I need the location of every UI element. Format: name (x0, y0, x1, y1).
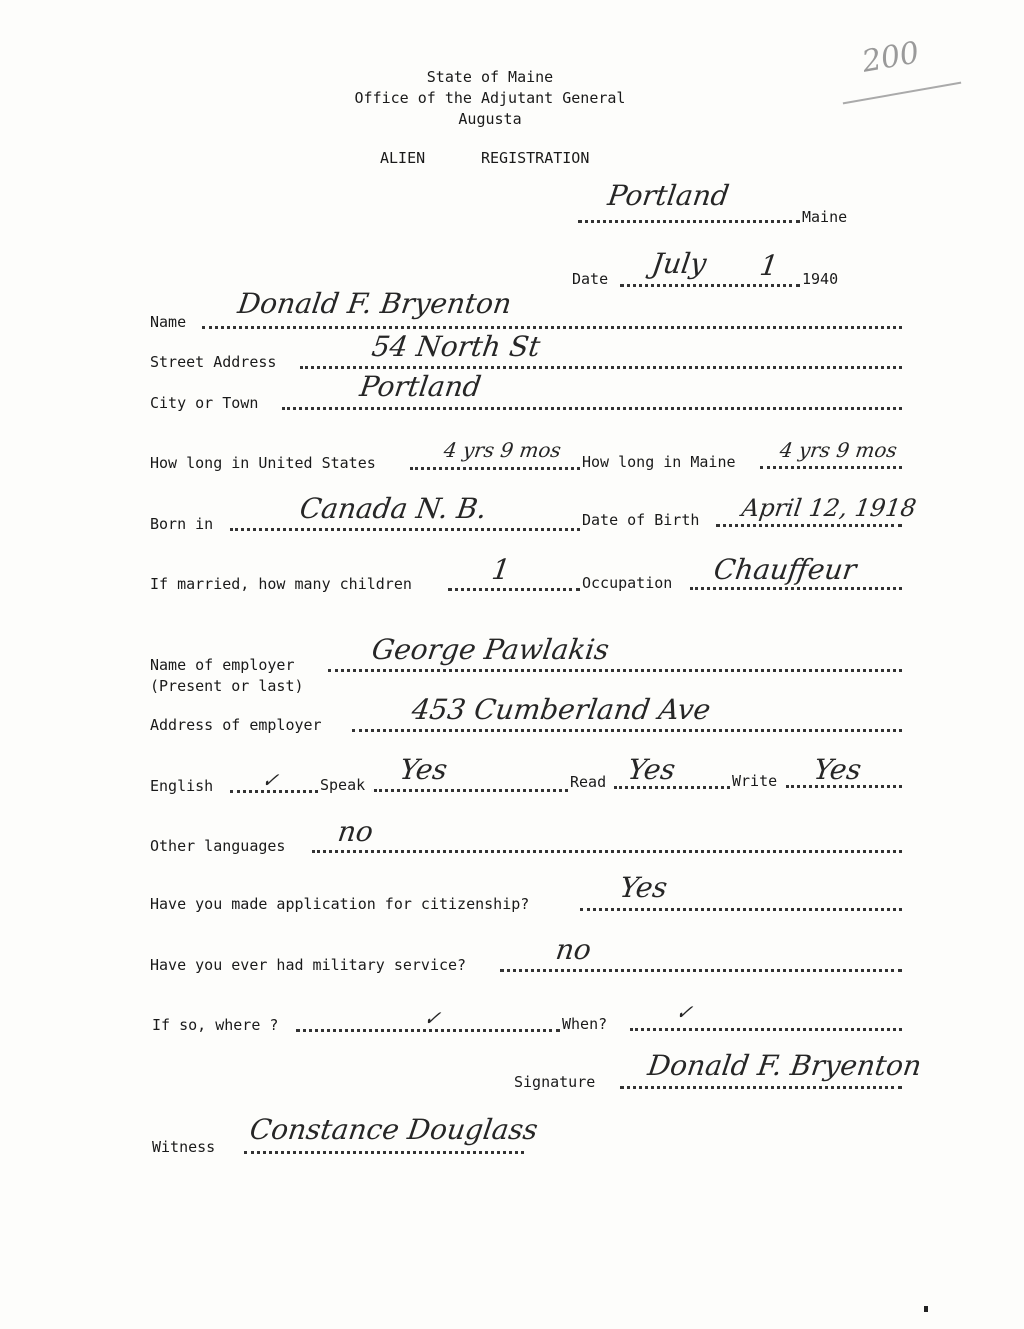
write-value: Yes (811, 753, 864, 786)
english-value: ✓ (260, 768, 281, 792)
name-dots (202, 326, 902, 329)
children-value: 1 (489, 553, 513, 586)
employer-address-label: Address of employer (150, 716, 322, 734)
born-in-label: Born in (150, 515, 214, 533)
military-dots (500, 969, 902, 972)
when-value: ✓ (674, 1000, 695, 1024)
english-label: English (150, 777, 214, 795)
where-value: ✓ (422, 1006, 443, 1030)
date-month-value: July (649, 247, 709, 280)
street-address-label: Street Address (150, 353, 277, 371)
military-value: no (553, 933, 594, 966)
read-dots (614, 786, 730, 789)
city-or-town-value: Portland (357, 370, 484, 403)
date-label: Date (572, 270, 609, 288)
scan-speck (924, 1306, 928, 1312)
speak-dots (374, 789, 568, 792)
street-address-dots (300, 366, 902, 369)
occupation-label: Occupation (582, 574, 673, 592)
speak-label: Speak (320, 776, 366, 794)
where-label: If so, where ? (152, 1016, 279, 1034)
occupation-dots (690, 587, 902, 590)
form-title-registration: REGISTRATION (481, 149, 590, 167)
other-languages-label: Other languages (150, 837, 286, 855)
when-label: When? (562, 1015, 608, 1033)
header-city: Augusta (458, 110, 522, 128)
location-state-label: Maine (802, 208, 848, 226)
born-in-value: Canada N. B. (297, 492, 489, 525)
citizenship-label: Have you made application for citizenship? (150, 895, 530, 913)
employer-name-dots (328, 669, 902, 672)
city-or-town-label: City or Town (150, 394, 259, 412)
other-languages-dots (312, 850, 902, 853)
citizenship-dots (580, 908, 902, 911)
how-long-maine-value: 4 yrs 9 mos (778, 438, 899, 462)
born-in-dots (230, 528, 580, 531)
signature-value: Donald F. Bryenton (645, 1049, 924, 1082)
corner-pencil-note: 200 (859, 35, 922, 80)
how-long-maine-label: How long in Maine (582, 453, 736, 471)
military-label: Have you ever had military service? (150, 956, 467, 974)
occupation-value: Chauffeur (711, 553, 859, 586)
date-of-birth-dots (716, 524, 902, 527)
when-dots (630, 1028, 902, 1031)
form-title-alien: ALIEN (380, 149, 426, 167)
employer-address-value: 453 Cumberland Ave (409, 693, 713, 726)
header-office: Office of the Adjutant General (354, 89, 626, 107)
date-year: 1940 (802, 270, 839, 288)
write-label: Write (732, 772, 778, 790)
name-value: Donald F. Bryenton (235, 287, 514, 320)
employer-name-label: Name of employer (150, 656, 295, 674)
citizenship-value: Yes (617, 871, 670, 904)
read-value: Yes (625, 753, 678, 786)
street-address-value: 54 North St (369, 330, 543, 363)
how-long-us-dots (410, 467, 580, 470)
date-of-birth-label: Date of Birth (582, 511, 700, 529)
witness-value: Constance Douglass (247, 1113, 540, 1146)
header-state: State of Maine (426, 68, 554, 86)
date-day-value: 1 (757, 249, 781, 282)
date-dots (620, 284, 800, 287)
name-label: Name (150, 313, 187, 331)
other-languages-value: no (335, 815, 376, 848)
corner-pencil-underline (843, 82, 962, 105)
children-dots (448, 588, 580, 591)
witness-label: Witness (152, 1138, 216, 1156)
children-label: If married, how many children (150, 575, 412, 593)
date-of-birth-value: April 12, 1918 (740, 494, 918, 522)
employer-address-dots (352, 729, 902, 732)
signature-label: Signature (514, 1073, 596, 1091)
read-label: Read (570, 773, 607, 791)
employer-name-value: George Pawlakis (369, 633, 612, 666)
city-or-town-dots (282, 407, 902, 410)
signature-dots (620, 1086, 902, 1089)
how-long-us-label: How long in United States (150, 454, 376, 472)
location-dots (578, 220, 800, 223)
how-long-us-value: 4 yrs 9 mos (442, 438, 563, 462)
employer-name-sublabel: (Present or last) (150, 677, 304, 695)
speak-value: Yes (397, 753, 450, 786)
witness-dots (244, 1151, 524, 1154)
location-city-value: Portland (605, 179, 732, 212)
how-long-maine-dots (760, 466, 902, 469)
